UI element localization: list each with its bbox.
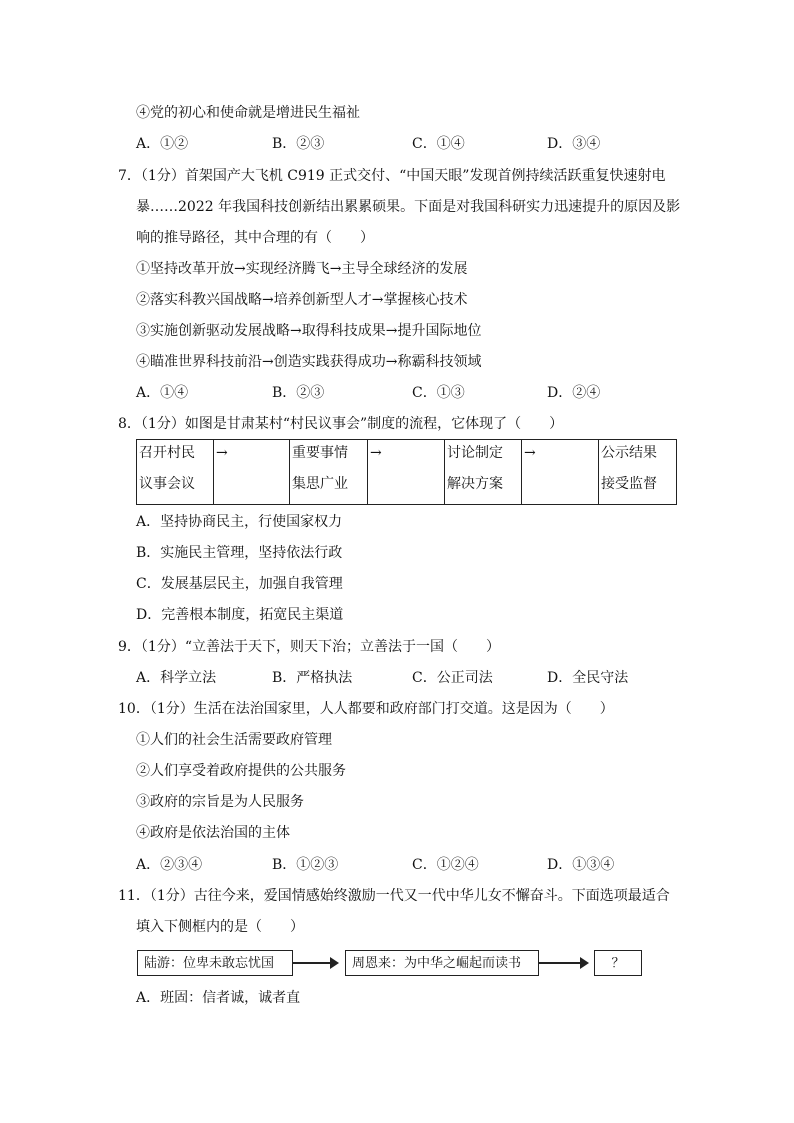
flow-step-1-line-2: 议事会议 bbox=[139, 476, 195, 492]
q7-item-4: ④瞄准世界科技前沿→创造实践获得成功→称霸科技领域 bbox=[136, 354, 482, 370]
q8-option-c[interactable]: C．发展基层民主，加强自我管理 bbox=[136, 576, 343, 592]
q7-item-3: ③实施创新驱动发展战略→取得科技成果→提升国际地位 bbox=[136, 323, 482, 339]
q8-flow-table bbox=[136, 439, 677, 505]
q9-stem: 9．（1分）“立善法于天下，则天下治；立善法于一国（ ） bbox=[118, 639, 500, 655]
q11-arrow-2-icon bbox=[539, 962, 587, 964]
q9-option-c[interactable]: C．公正司法 bbox=[412, 670, 493, 686]
q9-option-d[interactable]: D．全民守法 bbox=[547, 670, 629, 686]
flow-arrow-3 bbox=[522, 440, 599, 505]
flow-arrow-icon: → bbox=[370, 445, 382, 461]
q6-option-a[interactable]: A．①② bbox=[136, 136, 189, 152]
flow-arrow-icon: → bbox=[524, 445, 536, 461]
flow-step-2-line-2: 集思广业 bbox=[292, 476, 348, 492]
q11-box-zhouenlai: 周恩来：为中华之崛起而读书 bbox=[345, 950, 539, 976]
flow-step-3-line-1: 讨论制定 bbox=[447, 445, 503, 461]
flow-step-2 bbox=[290, 440, 368, 505]
flow-arrow-1 bbox=[214, 440, 290, 505]
q10-option-c[interactable]: C．①②④ bbox=[412, 857, 479, 873]
q9-option-b[interactable]: B．严格执法 bbox=[272, 670, 353, 686]
q10-item-2: ②人们享受着政府提供的公共服务 bbox=[136, 763, 346, 779]
flow-step-4-line-1: 公示结果 bbox=[601, 445, 657, 461]
q7-option-a[interactable]: A．①④ bbox=[136, 385, 189, 401]
q7-option-d[interactable]: D．②④ bbox=[547, 385, 601, 401]
q8-option-d[interactable]: D．完善根本制度，拓宽民主渠道 bbox=[136, 607, 344, 623]
q10-item-3: ③政府的宗旨是为人民服务 bbox=[136, 794, 304, 810]
q8-stem: 8．（1分）如图是甘肃某村“村民议事会”制度的流程，它体现了（ ） bbox=[118, 416, 564, 432]
q8-option-a[interactable]: A．坚持协商民主，行使国家权力 bbox=[136, 514, 343, 530]
flow-step-4 bbox=[599, 440, 677, 505]
flow-step-3-line-2: 解决方案 bbox=[447, 476, 503, 492]
flow-step-1 bbox=[137, 440, 214, 505]
flow-step-4-line-2: 接受监督 bbox=[601, 476, 657, 492]
q7-option-c[interactable]: C．①③ bbox=[412, 385, 465, 401]
q6-option-d[interactable]: D．③④ bbox=[547, 136, 601, 152]
flow-step-3 bbox=[445, 440, 522, 505]
q10-option-d[interactable]: D．①③④ bbox=[547, 857, 615, 873]
q10-stem: 10．（1分）生活在法治国家里，人人都要和政府部门打交道。这是因为（ ） bbox=[118, 701, 614, 717]
q7-stem-line-1: 7．（1分）首架国产大飞机 C919 正式交付、“中国天眼”发现首例持续活跃重复快速射电 bbox=[118, 168, 666, 184]
q7-item-2: ②落实科教兴国战略→培养创新型人才→掌握核心技术 bbox=[136, 292, 468, 308]
q6-option-b[interactable]: B．②③ bbox=[272, 136, 325, 152]
q9-option-a[interactable]: A．科学立法 bbox=[136, 670, 217, 686]
q11-box-blank: ？ bbox=[594, 950, 642, 976]
q10-option-b[interactable]: B．①②③ bbox=[272, 857, 339, 873]
q11-stem-line-2: 填入下侧框内的是（ ） bbox=[136, 919, 304, 935]
q7-item-1: ①坚持改革开放→实现经济腾飞→主导全球经济的发展 bbox=[136, 261, 468, 277]
q7-option-b[interactable]: B．②③ bbox=[272, 385, 325, 401]
q6-item-4: ④党的初心和使命就是增进民生福祉 bbox=[136, 105, 360, 121]
flow-arrow-2 bbox=[368, 440, 445, 505]
q10-option-a[interactable]: A．②③④ bbox=[136, 857, 203, 873]
q11-option-a[interactable]: A．班固：信者诚，诚者直 bbox=[136, 990, 301, 1006]
q11-box-luyou: 陆游：位卑未敢忘忧国 bbox=[137, 950, 293, 976]
q7-stem-line-3: 响的推导路径，其中合理的有（ ） bbox=[136, 230, 374, 246]
q10-item-4: ④政府是依法治国的主体 bbox=[136, 825, 290, 841]
q11-stem-line-1: 11．（1分）古往今来，爱国情感始终激励一代又一代中华儿女不懈奋斗。下面选项最适合 bbox=[118, 888, 670, 904]
q8-option-b[interactable]: B．实施民主管理，坚持依法行政 bbox=[136, 545, 343, 561]
q7-stem-line-2: 暴……2022 年我国科技创新结出累累硕果。下面是对我国科研实力迅速提升的原因及影 bbox=[136, 199, 681, 215]
q11-arrow-1-icon bbox=[293, 962, 337, 964]
flow-step-1-line-1: 召开村民 bbox=[139, 445, 195, 461]
q10-item-1: ①人们的社会生活需要政府管理 bbox=[136, 732, 332, 748]
q6-option-c[interactable]: C．①④ bbox=[412, 136, 465, 152]
flow-arrow-icon: → bbox=[216, 445, 228, 461]
flow-step-2-line-1: 重要事情 bbox=[292, 445, 348, 461]
